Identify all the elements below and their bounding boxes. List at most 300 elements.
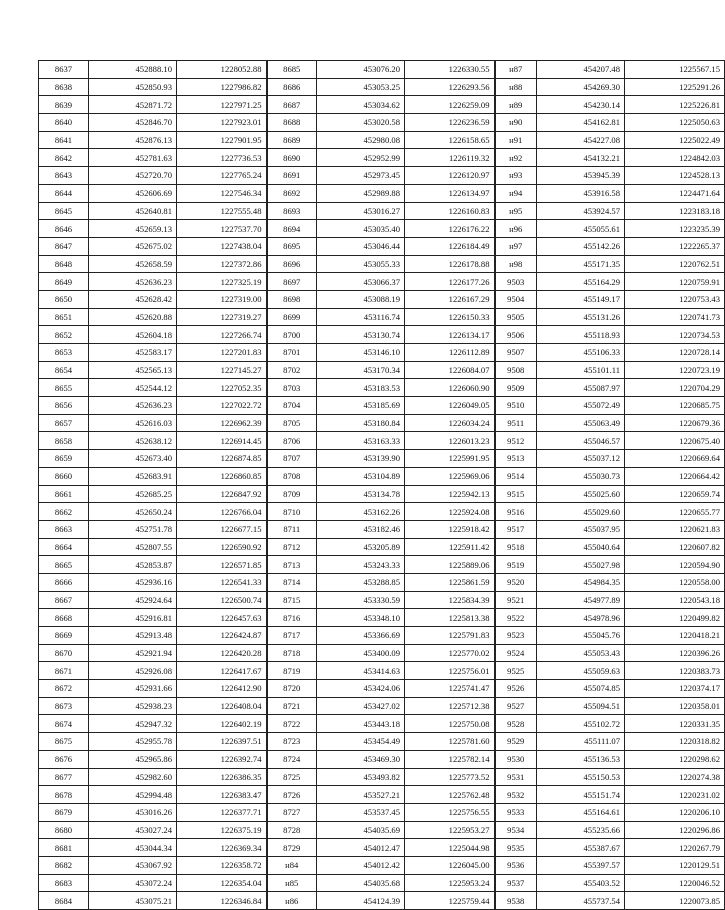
y-coordinate-cell: 1226914.45	[177, 432, 267, 450]
y-coordinate-cell: 1226134.17	[405, 326, 495, 344]
x-coordinate-cell: 452565.13	[89, 361, 177, 379]
point-number-cell: 8652	[39, 326, 89, 344]
y-coordinate-cell: 1225756.01	[405, 662, 495, 680]
x-coordinate-cell: 452888.10	[89, 61, 177, 79]
y-coordinate-cell: 1227022.72	[177, 397, 267, 415]
point-number-cell: 8718	[267, 644, 317, 662]
y-coordinate-cell: 1227986.82	[177, 78, 267, 96]
point-number-cell: 8653	[39, 344, 89, 362]
y-coordinate-cell: 1220231.02	[625, 786, 725, 804]
point-number-cell: 9535	[495, 839, 537, 857]
y-coordinate-cell: 1227052.35	[177, 379, 267, 397]
x-coordinate-cell: 453034.62	[317, 96, 405, 114]
x-coordinate-cell: 453443.18	[317, 715, 405, 733]
table-row	[39, 573, 725, 591]
point-number-cell: 8643	[39, 167, 89, 185]
table-row	[39, 184, 725, 202]
point-number-cell: н88	[495, 78, 537, 96]
y-coordinate-cell: 1220685.75	[625, 397, 725, 415]
y-coordinate-cell: 1225942.13	[405, 485, 495, 503]
point-number-cell: 8650	[39, 290, 89, 308]
coordinates-table	[38, 60, 725, 910]
point-number-cell: 9536	[495, 856, 537, 874]
point-number-cell: 8672	[39, 680, 89, 698]
point-number-cell: 9525	[495, 662, 537, 680]
point-number-cell: 8682	[39, 856, 89, 874]
x-coordinate-cell: 453916.58	[537, 184, 625, 202]
x-coordinate-cell: 453055.33	[317, 255, 405, 273]
point-number-cell: 8729	[267, 839, 317, 857]
point-number-cell: 8694	[267, 220, 317, 238]
y-coordinate-cell: 1220318.82	[625, 733, 725, 751]
x-coordinate-cell: 453469.30	[317, 750, 405, 768]
y-coordinate-cell: 1226236.59	[405, 114, 495, 132]
coordinates-document	[38, 60, 720, 910]
y-coordinate-cell: 1225773.52	[405, 768, 495, 786]
y-coordinate-cell: 1222265.37	[625, 237, 725, 255]
y-coordinate-cell: 1227145.27	[177, 361, 267, 379]
y-coordinate-cell: 1225226.81	[625, 96, 725, 114]
table-row	[39, 96, 725, 114]
x-coordinate-cell: 453076.20	[317, 61, 405, 79]
point-number-cell: 9529	[495, 733, 537, 751]
y-coordinate-cell: 1220206.10	[625, 803, 725, 821]
point-number-cell: 8687	[267, 96, 317, 114]
y-coordinate-cell: 1227266.74	[177, 326, 267, 344]
point-number-cell: 8646	[39, 220, 89, 238]
y-coordinate-cell: 1226358.72	[177, 856, 267, 874]
x-coordinate-cell: 454984.35	[537, 573, 625, 591]
x-coordinate-cell: 452850.93	[89, 78, 177, 96]
x-coordinate-cell: 453348.10	[317, 609, 405, 627]
y-coordinate-cell: 1220759.91	[625, 273, 725, 291]
point-number-cell: 8683	[39, 874, 89, 892]
x-coordinate-cell: 453134.78	[317, 485, 405, 503]
point-number-cell: 8669	[39, 627, 89, 645]
y-coordinate-cell: 1225712.38	[405, 697, 495, 715]
x-coordinate-cell: 452544.12	[89, 379, 177, 397]
y-coordinate-cell: 1226541.33	[177, 573, 267, 591]
x-coordinate-cell: 452924.64	[89, 591, 177, 609]
x-coordinate-cell: 452636.23	[89, 397, 177, 415]
table-row	[39, 892, 725, 910]
table-row	[39, 202, 725, 220]
y-coordinate-cell: 1225911.42	[405, 538, 495, 556]
x-coordinate-cell: 452926.08	[89, 662, 177, 680]
y-coordinate-cell: 1225969.06	[405, 467, 495, 485]
point-number-cell: 8677	[39, 768, 89, 786]
x-coordinate-cell: 455045.76	[537, 627, 625, 645]
x-coordinate-cell: 452781.63	[89, 149, 177, 167]
x-coordinate-cell: 455063.49	[537, 414, 625, 432]
point-number-cell: 8680	[39, 821, 89, 839]
point-number-cell: н93	[495, 167, 537, 185]
x-coordinate-cell: 454207.48	[537, 61, 625, 79]
x-coordinate-cell: 454977.89	[537, 591, 625, 609]
x-coordinate-cell: 455025.60	[537, 485, 625, 503]
point-number-cell: н89	[495, 96, 537, 114]
x-coordinate-cell: 455235.66	[537, 821, 625, 839]
point-number-cell: 8645	[39, 202, 89, 220]
table-row	[39, 627, 725, 645]
x-coordinate-cell: 455397.57	[537, 856, 625, 874]
y-coordinate-cell: 1220664.42	[625, 467, 725, 485]
y-coordinate-cell: 1224471.64	[625, 184, 725, 202]
y-coordinate-cell: 1227971.25	[177, 96, 267, 114]
point-number-cell: 8674	[39, 715, 89, 733]
x-coordinate-cell: 453044.34	[89, 839, 177, 857]
x-coordinate-cell: 453130.74	[317, 326, 405, 344]
y-coordinate-cell: 1226167.29	[405, 290, 495, 308]
y-coordinate-cell: 1223183.18	[625, 202, 725, 220]
point-number-cell: 8723	[267, 733, 317, 751]
y-coordinate-cell: 1226177.26	[405, 273, 495, 291]
x-coordinate-cell: 454124.39	[317, 892, 405, 910]
point-number-cell: 8690	[267, 149, 317, 167]
point-number-cell: 9519	[495, 556, 537, 574]
point-number-cell: 8702	[267, 361, 317, 379]
x-coordinate-cell: 453414.63	[317, 662, 405, 680]
y-coordinate-cell: 1226383.47	[177, 786, 267, 804]
point-number-cell: 8697	[267, 273, 317, 291]
point-number-cell: 9530	[495, 750, 537, 768]
y-coordinate-cell: 1220374.17	[625, 680, 725, 698]
y-coordinate-cell: 1226119.32	[405, 149, 495, 167]
point-number-cell: 8708	[267, 467, 317, 485]
x-coordinate-cell: 455030.73	[537, 467, 625, 485]
point-number-cell: 8701	[267, 344, 317, 362]
y-coordinate-cell: 1225953.24	[405, 874, 495, 892]
table-row	[39, 467, 725, 485]
x-coordinate-cell: 453180.84	[317, 414, 405, 432]
point-number-cell: 9515	[495, 485, 537, 503]
point-number-cell: 9532	[495, 786, 537, 804]
x-coordinate-cell: 452616.03	[89, 414, 177, 432]
y-coordinate-cell: 1226060.90	[405, 379, 495, 397]
x-coordinate-cell: 454035.68	[317, 874, 405, 892]
x-coordinate-cell: 452965.86	[89, 750, 177, 768]
point-number-cell: 8707	[267, 450, 317, 468]
table-row	[39, 786, 725, 804]
y-coordinate-cell: 1226178.88	[405, 255, 495, 273]
x-coordinate-cell: 452683.91	[89, 467, 177, 485]
x-coordinate-cell: 453427.02	[317, 697, 405, 715]
point-number-cell: 8696	[267, 255, 317, 273]
y-coordinate-cell: 1220594.90	[625, 556, 725, 574]
x-coordinate-cell: 452650.24	[89, 503, 177, 521]
y-coordinate-cell: 1225813.38	[405, 609, 495, 627]
x-coordinate-cell: 454035.69	[317, 821, 405, 839]
point-number-cell: 9527	[495, 697, 537, 715]
x-coordinate-cell: 452628.42	[89, 290, 177, 308]
point-number-cell: 8648	[39, 255, 89, 273]
y-coordinate-cell: 1220723.19	[625, 361, 725, 379]
point-number-cell: 9520	[495, 573, 537, 591]
x-coordinate-cell: 455151.74	[537, 786, 625, 804]
table-row	[39, 485, 725, 503]
point-number-cell: н84	[267, 856, 317, 874]
y-coordinate-cell: 1227901.95	[177, 131, 267, 149]
x-coordinate-cell: 455074.85	[537, 680, 625, 698]
table-row	[39, 361, 725, 379]
y-coordinate-cell: 1225044.98	[405, 839, 495, 857]
y-coordinate-cell: 1220383.73	[625, 662, 725, 680]
point-number-cell: н94	[495, 184, 537, 202]
y-coordinate-cell: 1226049.05	[405, 397, 495, 415]
x-coordinate-cell: 455037.12	[537, 450, 625, 468]
point-number-cell: 8661	[39, 485, 89, 503]
table-row	[39, 114, 725, 132]
point-number-cell: 8649	[39, 273, 89, 291]
point-number-cell: 8673	[39, 697, 89, 715]
y-coordinate-cell: 1226766.04	[177, 503, 267, 521]
x-coordinate-cell: 452955.78	[89, 733, 177, 751]
point-number-cell: 8712	[267, 538, 317, 556]
point-number-cell: н90	[495, 114, 537, 132]
y-coordinate-cell: 1226402.19	[177, 715, 267, 733]
y-coordinate-cell: 1220267.79	[625, 839, 725, 857]
x-coordinate-cell: 453185.69	[317, 397, 405, 415]
x-coordinate-cell: 455111.07	[537, 733, 625, 751]
x-coordinate-cell: 455059.63	[537, 662, 625, 680]
point-number-cell: 8711	[267, 520, 317, 538]
y-coordinate-cell: 1226392.74	[177, 750, 267, 768]
y-coordinate-cell: 1225781.60	[405, 733, 495, 751]
x-coordinate-cell: 453400.09	[317, 644, 405, 662]
point-number-cell: 9513	[495, 450, 537, 468]
x-coordinate-cell: 455101.11	[537, 361, 625, 379]
point-number-cell: 8692	[267, 184, 317, 202]
y-coordinate-cell: 1220669.64	[625, 450, 725, 468]
y-coordinate-cell: 1227372.86	[177, 255, 267, 273]
table-row	[39, 821, 725, 839]
table-row	[39, 131, 725, 149]
point-number-cell: 8720	[267, 680, 317, 698]
table-row	[39, 344, 725, 362]
point-number-cell: 8665	[39, 556, 89, 574]
y-coordinate-cell: 1226457.63	[177, 609, 267, 627]
x-coordinate-cell: 452807.55	[89, 538, 177, 556]
y-coordinate-cell: 1220358.01	[625, 697, 725, 715]
x-coordinate-cell: 453146.10	[317, 344, 405, 362]
y-coordinate-cell: 1225991.95	[405, 450, 495, 468]
x-coordinate-cell: 452638.12	[89, 432, 177, 450]
y-coordinate-cell: 1220762.51	[625, 255, 725, 273]
y-coordinate-cell: 1227325.19	[177, 273, 267, 291]
x-coordinate-cell: 453170.34	[317, 361, 405, 379]
x-coordinate-cell: 452604.18	[89, 326, 177, 344]
point-number-cell: 8656	[39, 397, 89, 415]
y-coordinate-cell: 1227319.27	[177, 308, 267, 326]
point-number-cell: 8670	[39, 644, 89, 662]
table-row	[39, 839, 725, 857]
table-row	[39, 450, 725, 468]
point-number-cell: 8655	[39, 379, 89, 397]
x-coordinate-cell: 453454.49	[317, 733, 405, 751]
x-coordinate-cell: 453924.57	[537, 202, 625, 220]
y-coordinate-cell: 1226150.33	[405, 308, 495, 326]
x-coordinate-cell: 453424.06	[317, 680, 405, 698]
x-coordinate-cell: 453035.40	[317, 220, 405, 238]
point-number-cell: 8658	[39, 432, 89, 450]
point-number-cell: 8678	[39, 786, 89, 804]
point-number-cell: 8721	[267, 697, 317, 715]
y-coordinate-cell: 1226034.24	[405, 414, 495, 432]
x-coordinate-cell: 453205.89	[317, 538, 405, 556]
point-number-cell: 8676	[39, 750, 89, 768]
point-number-cell: 8703	[267, 379, 317, 397]
y-coordinate-cell: 1226590.92	[177, 538, 267, 556]
point-number-cell: 8695	[267, 237, 317, 255]
x-coordinate-cell: 454162.81	[537, 114, 625, 132]
point-number-cell: н92	[495, 149, 537, 167]
x-coordinate-cell: 455142.26	[537, 237, 625, 255]
table-row	[39, 874, 725, 892]
point-number-cell: 8637	[39, 61, 89, 79]
x-coordinate-cell: 455040.64	[537, 538, 625, 556]
x-coordinate-cell: 453139.90	[317, 450, 405, 468]
y-coordinate-cell: 1220675.40	[625, 432, 725, 450]
y-coordinate-cell: 1220046.52	[625, 874, 725, 892]
y-coordinate-cell: 1226346.84	[177, 892, 267, 910]
y-coordinate-cell: 1226120.97	[405, 167, 495, 185]
y-coordinate-cell: 1227736.53	[177, 149, 267, 167]
y-coordinate-cell: 1220728.14	[625, 344, 725, 362]
x-coordinate-cell: 453163.33	[317, 432, 405, 450]
point-number-cell: 9510	[495, 397, 537, 415]
x-coordinate-cell: 452938.23	[89, 697, 177, 715]
x-coordinate-cell: 453183.53	[317, 379, 405, 397]
y-coordinate-cell: 1220704.29	[625, 379, 725, 397]
x-coordinate-cell: 455046.57	[537, 432, 625, 450]
table-row	[39, 715, 725, 733]
point-number-cell: 8662	[39, 503, 89, 521]
y-coordinate-cell: 1225791.83	[405, 627, 495, 645]
table-row	[39, 733, 725, 751]
table-row	[39, 255, 725, 273]
x-coordinate-cell: 455118.93	[537, 326, 625, 344]
y-coordinate-cell: 1226500.74	[177, 591, 267, 609]
y-coordinate-cell: 1220543.18	[625, 591, 725, 609]
x-coordinate-cell: 454227.08	[537, 131, 625, 149]
y-coordinate-cell: 1228052.88	[177, 61, 267, 79]
point-number-cell: 8664	[39, 538, 89, 556]
table-row	[39, 149, 725, 167]
point-number-cell: 8679	[39, 803, 89, 821]
point-number-cell: 9534	[495, 821, 537, 839]
point-number-cell: 8684	[39, 892, 89, 910]
point-number-cell: 8700	[267, 326, 317, 344]
point-number-cell: 8654	[39, 361, 89, 379]
point-number-cell: 9509	[495, 379, 537, 397]
y-coordinate-cell: 1220558.00	[625, 573, 725, 591]
x-coordinate-cell: 455164.61	[537, 803, 625, 821]
y-coordinate-cell: 1225889.06	[405, 556, 495, 574]
x-coordinate-cell: 454978.96	[537, 609, 625, 627]
point-number-cell: 9512	[495, 432, 537, 450]
point-number-cell: 8685	[267, 61, 317, 79]
x-coordinate-cell: 455029.60	[537, 503, 625, 521]
x-coordinate-cell: 453537.45	[317, 803, 405, 821]
point-number-cell: 9506	[495, 326, 537, 344]
y-coordinate-cell: 1225050.63	[625, 114, 725, 132]
point-number-cell: н97	[495, 237, 537, 255]
y-coordinate-cell: 1226293.56	[405, 78, 495, 96]
x-coordinate-cell: 453945.39	[537, 167, 625, 185]
y-coordinate-cell: 1226259.09	[405, 96, 495, 114]
point-number-cell: 8668	[39, 609, 89, 627]
y-coordinate-cell: 1226412.90	[177, 680, 267, 698]
y-coordinate-cell: 1226184.49	[405, 237, 495, 255]
y-coordinate-cell: 1220734.53	[625, 326, 725, 344]
y-coordinate-cell: 1224528.13	[625, 167, 725, 185]
x-coordinate-cell: 452871.72	[89, 96, 177, 114]
point-number-cell: 8641	[39, 131, 89, 149]
x-coordinate-cell: 452947.32	[89, 715, 177, 733]
point-number-cell: 8728	[267, 821, 317, 839]
y-coordinate-cell: 1226424.87	[177, 627, 267, 645]
coordinates-table-body	[39, 61, 725, 910]
y-coordinate-cell: 1220418.21	[625, 627, 725, 645]
x-coordinate-cell: 452931.66	[89, 680, 177, 698]
y-coordinate-cell: 1226330.55	[405, 61, 495, 79]
x-coordinate-cell: 452620.88	[89, 308, 177, 326]
point-number-cell: н95	[495, 202, 537, 220]
table-row	[39, 803, 725, 821]
point-number-cell: 8686	[267, 78, 317, 96]
x-coordinate-cell: 453066.37	[317, 273, 405, 291]
x-coordinate-cell: 453116.74	[317, 308, 405, 326]
x-coordinate-cell: 452673.40	[89, 450, 177, 468]
point-number-cell: 8642	[39, 149, 89, 167]
x-coordinate-cell: 452606.69	[89, 184, 177, 202]
point-number-cell: 8713	[267, 556, 317, 574]
point-number-cell: н85	[267, 874, 317, 892]
y-coordinate-cell: 1225567.15	[625, 61, 725, 79]
table-row	[39, 556, 725, 574]
y-coordinate-cell: 1220655.77	[625, 503, 725, 521]
x-coordinate-cell: 452982.60	[89, 768, 177, 786]
point-number-cell: 8663	[39, 520, 89, 538]
y-coordinate-cell: 1225918.42	[405, 520, 495, 538]
y-coordinate-cell: 1220659.74	[625, 485, 725, 503]
x-coordinate-cell: 455037.95	[537, 520, 625, 538]
table-row	[39, 591, 725, 609]
y-coordinate-cell: 1226677.15	[177, 520, 267, 538]
x-coordinate-cell: 453162.26	[317, 503, 405, 521]
point-number-cell: 9503	[495, 273, 537, 291]
point-number-cell: 8714	[267, 573, 317, 591]
x-coordinate-cell: 453053.25	[317, 78, 405, 96]
y-coordinate-cell: 1220621.83	[625, 520, 725, 538]
table-row	[39, 609, 725, 627]
point-number-cell: 8706	[267, 432, 317, 450]
table-row	[39, 397, 725, 415]
point-number-cell: 8705	[267, 414, 317, 432]
point-number-cell: 9504	[495, 290, 537, 308]
y-coordinate-cell: 1220129.51	[625, 856, 725, 874]
table-row	[39, 78, 725, 96]
y-coordinate-cell: 1225770.02	[405, 644, 495, 662]
table-row	[39, 520, 725, 538]
x-coordinate-cell: 454012.42	[317, 856, 405, 874]
point-number-cell: 9524	[495, 644, 537, 662]
y-coordinate-cell: 1226874.85	[177, 450, 267, 468]
y-coordinate-cell: 1227765.24	[177, 167, 267, 185]
y-coordinate-cell: 1225291.26	[625, 78, 725, 96]
x-coordinate-cell: 452876.13	[89, 131, 177, 149]
point-number-cell: 8640	[39, 114, 89, 132]
